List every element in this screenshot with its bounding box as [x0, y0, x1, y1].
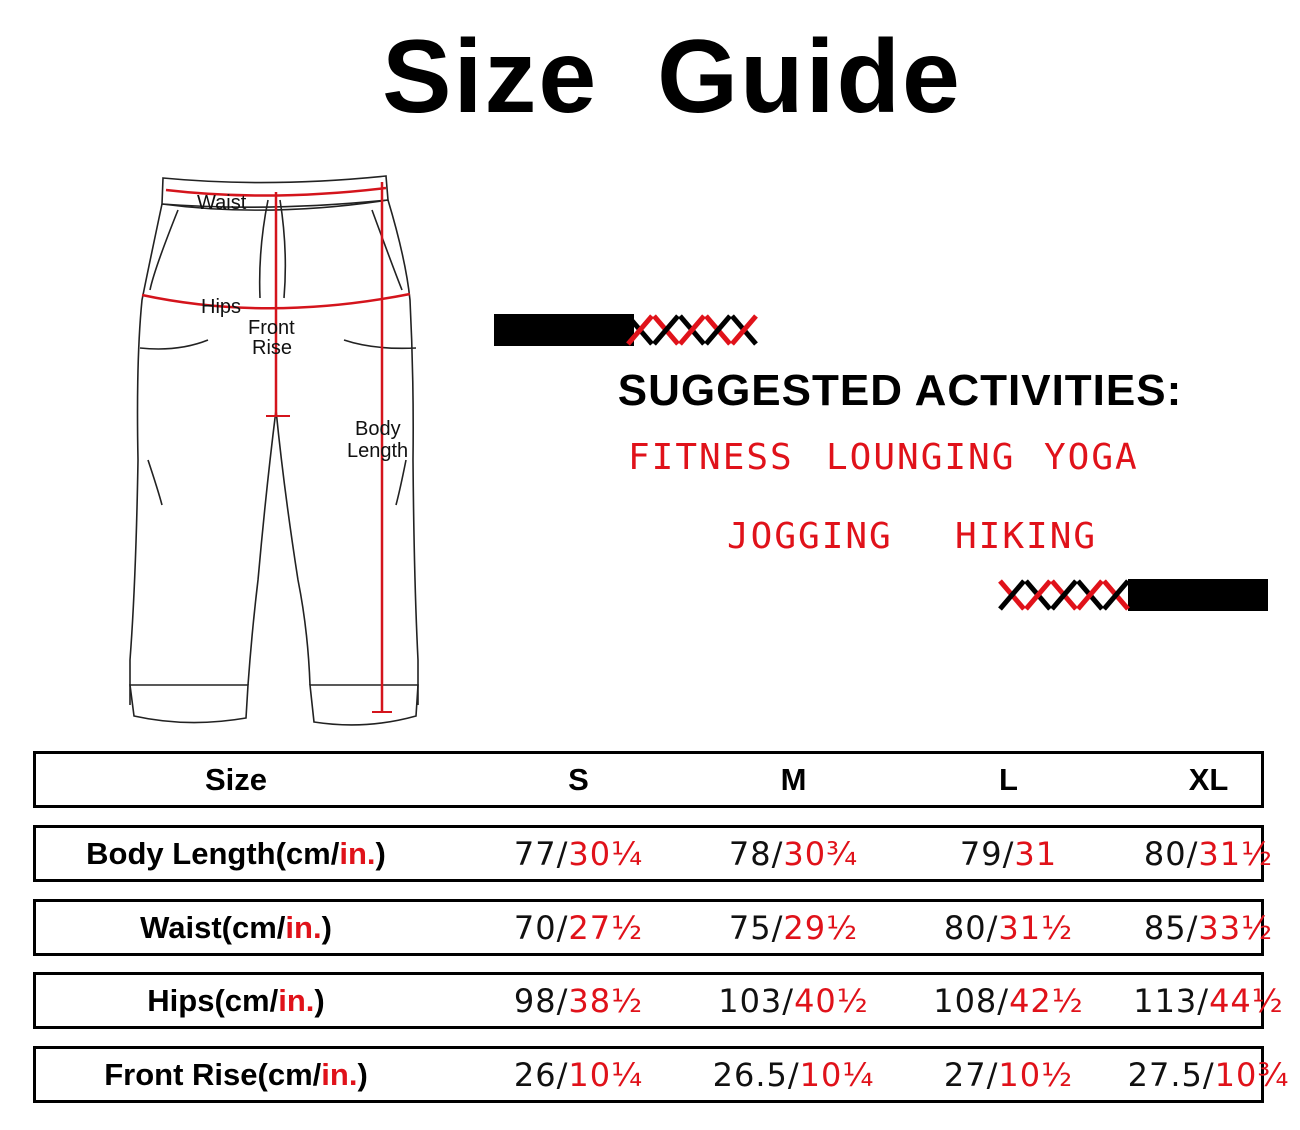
table-row: [33, 1046, 1290, 1103]
cell-value: 85/ 33½: [1143, 908, 1274, 947]
cell-value: 78/ 30¾: [728, 834, 859, 873]
cell-value: 80/ 31½: [943, 908, 1074, 947]
cell-value: 26.5/ 10¼: [712, 1055, 875, 1094]
cell-value: 70/ 27½: [513, 908, 644, 947]
header-size-l: L: [999, 761, 1018, 797]
cell-value: 26/ 10¼: [513, 1055, 644, 1094]
cell-value: 77/ 30¼: [513, 834, 644, 873]
cell-value: 98/ 38½: [513, 981, 644, 1020]
cell-value: 108/ 42½: [933, 981, 1084, 1020]
row-label-waist: Waist(cm/ in. ): [140, 909, 332, 945]
front-rise-label-1: Front: [248, 317, 295, 339]
row-label-hips: Hips(cm/ in. ): [147, 982, 325, 1018]
size-table-header: [33, 751, 1264, 808]
header-size-m: M: [780, 761, 807, 797]
cell-value: 103/ 40½: [718, 981, 869, 1020]
row-label-body-length: Body Length(cm/ in. ): [86, 835, 386, 871]
decorative-stitch-bar: [996, 576, 1268, 614]
table-row: [33, 899, 1274, 956]
activity-jogging: JOGGING: [727, 516, 893, 557]
decorative-stitch-bar: [494, 311, 766, 349]
page-title: Size Guide: [382, 19, 962, 135]
body-length-label-2: Length: [347, 440, 409, 462]
activity-hiking: HIKING: [955, 516, 1098, 557]
activity-fitness: FITNESS: [628, 437, 794, 478]
cell-value: 79/ 31: [959, 834, 1058, 873]
table-row: [33, 972, 1284, 1029]
waist-label: Waist: [197, 192, 247, 214]
cell-value: 27/ 10½: [943, 1055, 1074, 1094]
body-length-label-1: Body: [355, 418, 401, 440]
header-size-xl: XL: [1188, 761, 1229, 797]
activity-yoga: YOGA: [1044, 437, 1139, 478]
front-rise-label-2: Rise: [252, 337, 293, 359]
cell-value: 75/ 29½: [728, 908, 859, 947]
activity-lounging: LOUNGING: [826, 437, 1016, 478]
row-label-front-rise: Front Rise(cm/ in. ): [104, 1056, 368, 1092]
table-row: [33, 825, 1274, 882]
activities-heading: SUGGESTED ACTIVITIES:: [617, 366, 1183, 415]
cell-value: 27.5/ 10¾: [1127, 1055, 1290, 1094]
header-size-s: S: [568, 761, 589, 797]
header-size-label: Size: [204, 761, 268, 797]
cell-value: 80/ 31½: [1143, 834, 1274, 873]
cell-value: 113/ 44½: [1133, 981, 1284, 1020]
hips-label: Hips: [201, 296, 242, 318]
